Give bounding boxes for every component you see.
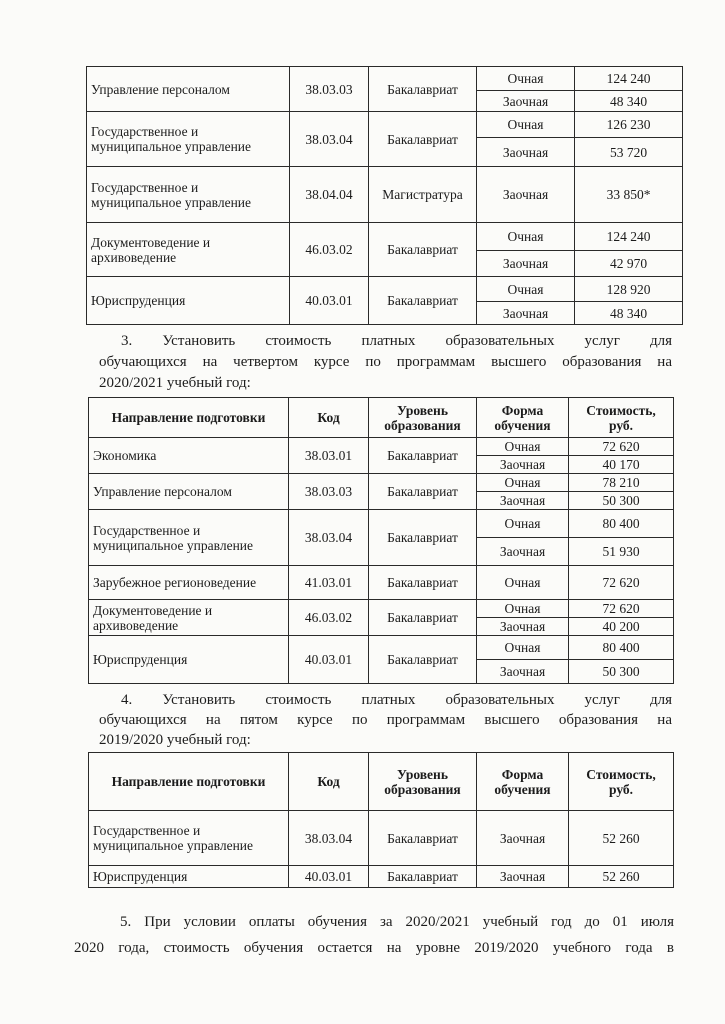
- paragraph-3-line-1: 3. Установить стоимость платных образовательных услуг для: [121, 333, 672, 349]
- direction-cell: Экономика: [89, 438, 289, 474]
- level-cell: Бакалавриат: [369, 866, 477, 888]
- level-cell: Бакалавриат: [369, 811, 477, 866]
- cost-cell: 128 920: [575, 277, 683, 302]
- paragraph-3-line-2: обучающихся на четвертом курсе по программам высшего образования на: [99, 354, 672, 370]
- paragraph-5-line-2: 2020 года, стоимость обучения остается на уровне 2019/2020 учебного года в: [74, 940, 674, 956]
- paragraph-3-line-3: 2020/2021 учебный год:: [99, 375, 251, 391]
- header-form: Форма обучения: [477, 398, 569, 438]
- code-cell: 38.03.03: [289, 474, 369, 510]
- cost-cell: 72 620: [569, 566, 674, 600]
- table3-body: [89, 811, 674, 888]
- level-cell: Бакалавриат: [369, 510, 477, 566]
- code-cell: 38.03.01: [289, 438, 369, 474]
- form-cell: Заочная: [477, 811, 569, 866]
- form-cell: Очная: [477, 67, 575, 91]
- cost-cell: 53 720: [575, 138, 683, 167]
- level-cell: Бакалавриат: [369, 277, 477, 325]
- table-row: [87, 112, 683, 138]
- direction-cell: Юриспруденция: [89, 636, 289, 684]
- code-cell: 38.04.04: [290, 167, 369, 223]
- form-cell: Очная: [477, 474, 569, 492]
- table-row: [89, 566, 674, 600]
- cost-cell: 50 300: [569, 492, 674, 510]
- code-cell: 40.03.01: [289, 636, 369, 684]
- paragraph-4-line-1: 4. Установить стоимость платных образовательных услуг для: [121, 692, 672, 708]
- header-code: Код: [289, 398, 369, 438]
- code-cell: 38.03.04: [289, 510, 369, 566]
- cost-cell: 78 210: [569, 474, 674, 492]
- level-cell: Бакалавриат: [369, 600, 477, 636]
- level-cell: Бакалавриат: [369, 112, 477, 167]
- form-cell: Очная: [477, 277, 575, 302]
- form-cell: Очная: [477, 636, 569, 660]
- paragraph-4: [99, 690, 672, 750]
- direction-cell: Юриспруденция: [89, 866, 289, 888]
- direction-cell: Документоведение и архивоведение: [89, 600, 289, 636]
- table2-body: [89, 438, 674, 684]
- tuition-table-fifth-course: [88, 752, 674, 888]
- table-row: [87, 223, 683, 251]
- header-cost: Стоимость, руб.: [569, 398, 674, 438]
- cost-cell: 33 850*: [575, 167, 683, 223]
- level-cell: Бакалавриат: [369, 566, 477, 600]
- form-cell: Заочная: [477, 251, 575, 277]
- form-cell: Очная: [477, 600, 569, 618]
- form-cell: Заочная: [477, 302, 575, 325]
- table-row: [87, 67, 683, 91]
- direction-cell: Управление персоналом: [89, 474, 289, 510]
- form-cell: Заочная: [477, 660, 569, 684]
- direction-cell: Государственное и муниципальное управление: [89, 811, 289, 866]
- form-cell: Очная: [477, 223, 575, 251]
- form-cell: Заочная: [477, 618, 569, 636]
- table2-header-row: [89, 398, 674, 438]
- code-cell: 40.03.01: [289, 866, 369, 888]
- table-row: [89, 866, 674, 888]
- cost-cell: 48 340: [575, 302, 683, 325]
- direction-cell: Зарубежное регионоведение: [89, 566, 289, 600]
- direction-cell: Управление персоналом: [87, 67, 290, 112]
- code-cell: 46.03.02: [289, 600, 369, 636]
- cost-cell: 42 970: [575, 251, 683, 277]
- level-cell: Бакалавриат: [369, 438, 477, 474]
- form-cell: Заочная: [477, 538, 569, 566]
- cost-cell: 52 260: [569, 811, 674, 866]
- form-cell: Заочная: [477, 456, 569, 474]
- cost-cell: 40 170: [569, 456, 674, 474]
- form-cell: Очная: [477, 438, 569, 456]
- level-cell: Бакалавриат: [369, 474, 477, 510]
- cost-cell: 48 340: [575, 91, 683, 112]
- table-row: [87, 277, 683, 302]
- table-row: [89, 636, 674, 660]
- table-row: [89, 474, 674, 492]
- cost-cell: 80 400: [569, 510, 674, 538]
- level-cell: Бакалавриат: [369, 636, 477, 684]
- form-cell: Заочная: [477, 866, 569, 888]
- table-row: [89, 600, 674, 618]
- direction-cell: Юриспруденция: [87, 277, 290, 325]
- form-cell: Заочная: [477, 91, 575, 112]
- direction-cell: Государственное и муниципальное управление: [89, 510, 289, 566]
- form-cell: Очная: [477, 566, 569, 600]
- paragraph-5-line-1: 5. При условии оплаты обучения за 2020/2021 учебный год до 01 июля: [120, 914, 674, 930]
- code-cell: 38.03.03: [290, 67, 369, 112]
- table3-header-row: [89, 753, 674, 811]
- form-cell: Заочная: [477, 167, 575, 223]
- paragraph-4-line-3: 2019/2020 учебный год:: [99, 732, 251, 748]
- paragraph-4-line-2: обучающихся на пятом курсе по программам высшего образования на: [99, 712, 672, 728]
- cost-cell: 52 260: [569, 866, 674, 888]
- table1-body: [87, 67, 683, 325]
- cost-cell: 126 230: [575, 112, 683, 138]
- form-cell: Очная: [477, 112, 575, 138]
- cost-cell: 124 240: [575, 67, 683, 91]
- code-cell: 41.03.01: [289, 566, 369, 600]
- form-cell: Заочная: [477, 492, 569, 510]
- direction-cell: Государственное и муниципальное управление: [87, 112, 290, 167]
- header-direction: Направление подготовки: [89, 753, 289, 811]
- code-cell: 38.03.04: [289, 811, 369, 866]
- header-code: Код: [289, 753, 369, 811]
- header-form: Форма обучения: [477, 753, 569, 811]
- code-cell: 38.03.04: [290, 112, 369, 167]
- table-row: [87, 167, 683, 223]
- cost-cell: 72 620: [569, 600, 674, 618]
- table-row: [89, 438, 674, 456]
- level-cell: Магистратура: [369, 167, 477, 223]
- cost-cell: 50 300: [569, 660, 674, 684]
- form-cell: Очная: [477, 510, 569, 538]
- header-level: Уровень образования: [369, 398, 477, 438]
- direction-cell: Документоведение и архивоведение: [87, 223, 290, 277]
- header-cost: Стоимость, руб.: [569, 753, 674, 811]
- direction-cell: Государственное и муниципальное управление: [87, 167, 290, 223]
- cost-cell: 51 930: [569, 538, 674, 566]
- header-level: Уровень образования: [369, 753, 477, 811]
- code-cell: 46.03.02: [290, 223, 369, 277]
- level-cell: Бакалавриат: [369, 223, 477, 277]
- paragraph-3: [99, 331, 672, 394]
- table-row: [89, 811, 674, 866]
- cost-cell: 124 240: [575, 223, 683, 251]
- form-cell: Заочная: [477, 138, 575, 167]
- cost-cell: 72 620: [569, 438, 674, 456]
- header-direction: Направление подготовки: [89, 398, 289, 438]
- paragraph-5: [74, 909, 674, 961]
- level-cell: Бакалавриат: [369, 67, 477, 112]
- table-row: [89, 510, 674, 538]
- tuition-table-fourth-course: [88, 397, 674, 684]
- code-cell: 40.03.01: [290, 277, 369, 325]
- cost-cell: 40 200: [569, 618, 674, 636]
- tuition-table-continued: [86, 66, 683, 325]
- cost-cell: 80 400: [569, 636, 674, 660]
